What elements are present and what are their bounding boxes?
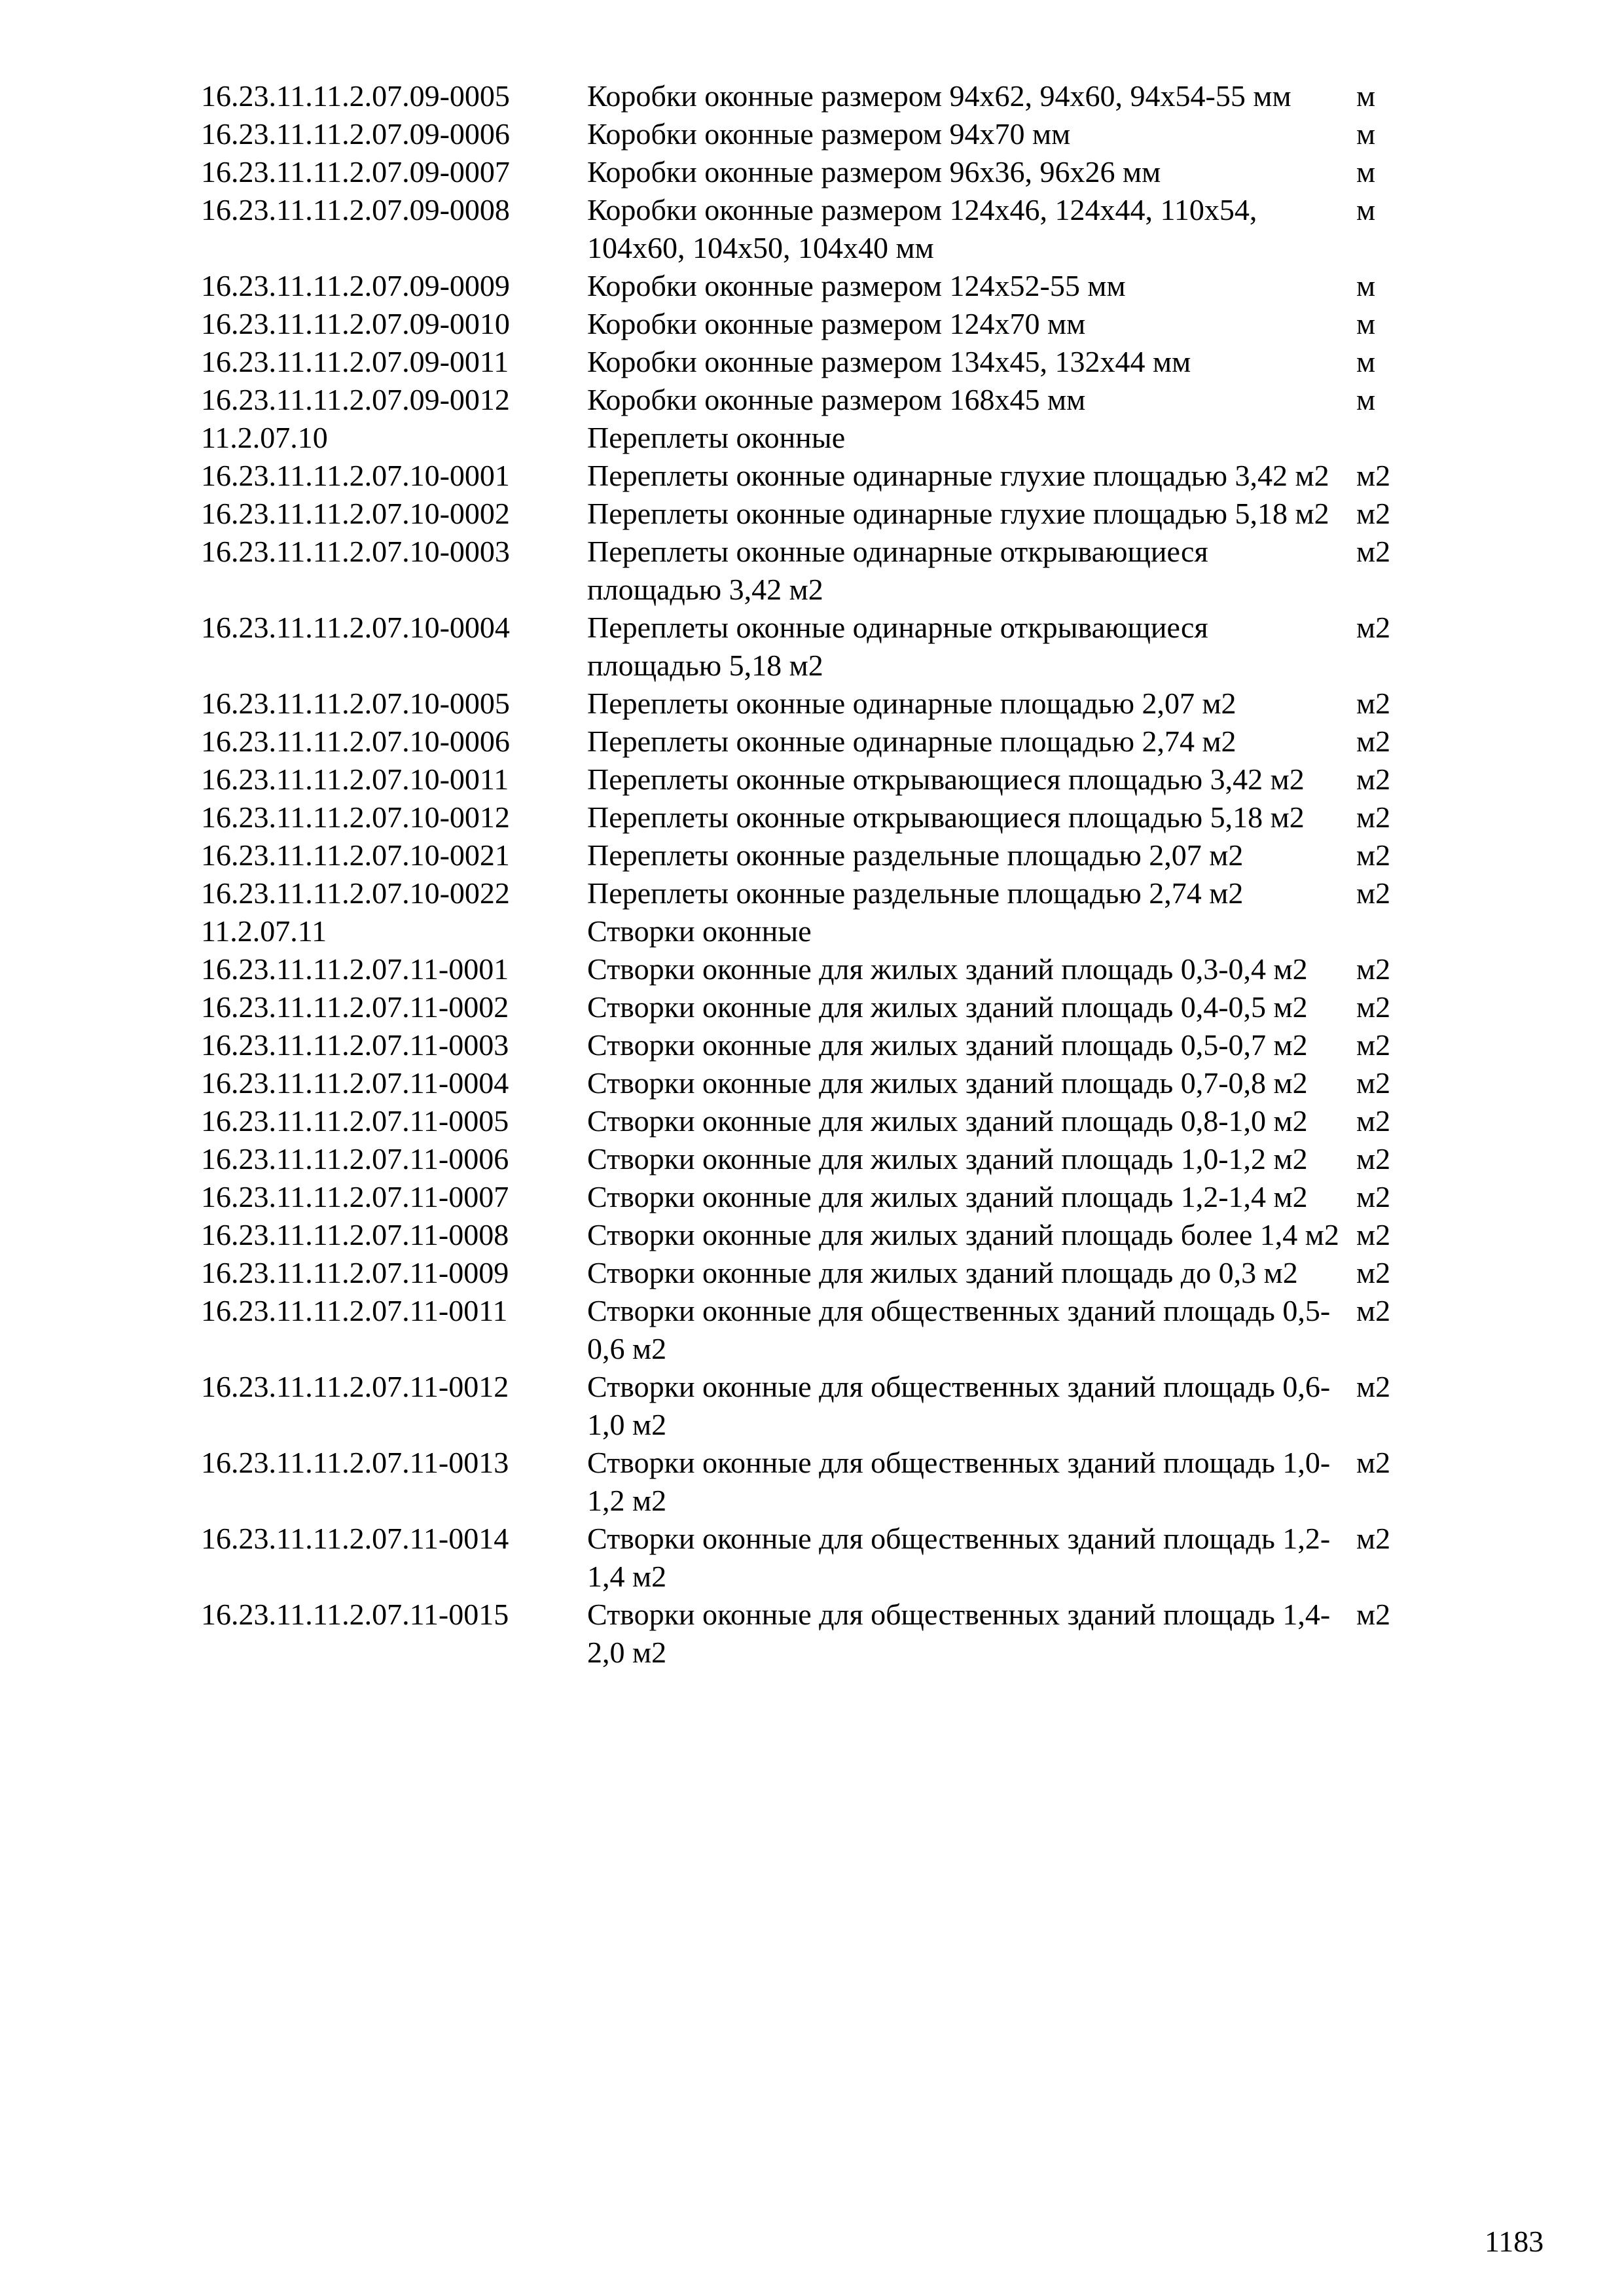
row-code: 16.23.11.11.2.07.10-0005: [201, 687, 510, 720]
table-row: [201, 988, 1445, 1026]
table-row: [201, 305, 1445, 343]
row-unit: м: [1356, 269, 1376, 302]
row-code: 16.23.11.11.2.07.11-0005: [201, 1104, 509, 1138]
table-row: [201, 457, 1445, 495]
row-name: Переплеты оконные одинарные открывающиеся площадью 5,18 м2: [587, 611, 1208, 682]
row-name: Створки оконные для жилых зданий площадь 0,8-1,0 м2: [587, 1104, 1308, 1138]
row-unit: м2: [1356, 611, 1391, 644]
row-unit: м2: [1356, 876, 1391, 910]
row-unit: м: [1356, 155, 1376, 188]
row-code: 16.23.11.11.2.07.11-0002: [201, 990, 509, 1024]
row-name: Коробки оконные размером 96х36, 96х26 мм: [587, 155, 1161, 188]
row-code: 16.23.11.11.2.07.09-0007: [201, 155, 510, 188]
row-unit: м2: [1356, 497, 1391, 530]
row-unit: м2: [1356, 1066, 1391, 1100]
row-name: Створки оконные для общественных зданий площадь 0,5-0,6 м2: [587, 1294, 1331, 1365]
table-row: [201, 419, 1445, 457]
table-row: [201, 1178, 1445, 1216]
row-code: 16.23.11.11.2.07.11-0013: [201, 1446, 509, 1479]
row-name: Створки оконные для жилых зданий площадь более 1,4 м2: [587, 1218, 1339, 1251]
row-code: 16.23.11.11.2.07.11-0006: [201, 1142, 509, 1175]
row-name: Створки оконные для жилых зданий площадь 0,3-0,4 м2: [587, 952, 1308, 986]
row-unit: м2: [1356, 1142, 1391, 1175]
table-row: [201, 343, 1445, 381]
table-row: [201, 1026, 1445, 1064]
row-name: Переплеты оконные одинарные открывающиеся площадью 3,42 м2: [587, 535, 1208, 606]
row-code: 16.23.11.11.2.07.11-0003: [201, 1028, 509, 1062]
row-name: Коробки оконные размером 124х46, 124х44, 110х54, 104х60, 104х50, 104х40 мм: [587, 193, 1257, 264]
row-name: Переплеты оконные одинарные глухие площадью 3,42 м2: [587, 459, 1329, 492]
row-code: 16.23.11.11.2.07.09-0010: [201, 307, 510, 340]
row-name: Створки оконные для общественных зданий площадь 1,4-2,0 м2: [587, 1598, 1331, 1669]
row-name: Коробки оконные размером 94х70 мм: [587, 117, 1071, 151]
row-unit: м2: [1356, 1104, 1391, 1138]
row-code: 16.23.11.11.2.07.10-0021: [201, 838, 510, 872]
row-name: Створки оконные для общественных зданий площадь 1,2-1,4 м2: [587, 1522, 1331, 1593]
table-row: [201, 761, 1445, 798]
row-unit: м2: [1356, 1522, 1391, 1555]
row-unit: м2: [1356, 459, 1391, 492]
row-code: 16.23.11.11.2.07.11-0001: [201, 952, 509, 986]
row-name: Створки оконные для жилых зданий площадь 1,2-1,4 м2: [587, 1180, 1308, 1213]
row-name: Переплеты оконные одинарные глухие площадью 5,18 м2: [587, 497, 1329, 530]
row-unit: м: [1356, 193, 1376, 226]
table-row: [201, 1064, 1445, 1102]
row-code: 16.23.11.11.2.07.09-0012: [201, 383, 510, 416]
row-unit: м2: [1356, 1028, 1391, 1062]
row-unit: м2: [1356, 800, 1391, 834]
row-code: 16.23.11.11.2.07.11-0009: [201, 1256, 509, 1289]
row-unit: м2: [1356, 1180, 1391, 1213]
table-row: [201, 1520, 1445, 1596]
row-code: 16.23.11.11.2.07.11-0004: [201, 1066, 509, 1100]
row-name: Створки оконные для жилых зданий площадь до 0,3 м2: [587, 1256, 1298, 1289]
table-row: [201, 1596, 1445, 1672]
row-code: 16.23.11.11.2.07.09-0006: [201, 117, 510, 151]
row-code: 16.23.11.11.2.07.11-0015: [201, 1598, 509, 1631]
row-unit: м: [1356, 307, 1376, 340]
row-unit: м2: [1356, 762, 1391, 796]
table-row: [201, 77, 1445, 115]
row-unit: м2: [1356, 1218, 1391, 1251]
row-code: 16.23.11.11.2.07.11-0008: [201, 1218, 509, 1251]
row-unit: м: [1356, 79, 1376, 113]
table-row: [201, 1102, 1445, 1140]
row-name: Переплеты оконные открывающиеся площадью 5,18 м2: [587, 800, 1305, 834]
row-name: Створки оконные для жилых зданий площадь 0,7-0,8 м2: [587, 1066, 1308, 1100]
row-name: Коробки оконные размером 168х45 мм: [587, 383, 1086, 416]
row-unit: м2: [1356, 990, 1391, 1024]
table-row: [201, 533, 1445, 609]
table-row: [201, 267, 1445, 305]
row-name: Створки оконные: [587, 914, 812, 948]
table-row: [201, 1216, 1445, 1254]
table-row: [201, 495, 1445, 533]
classifier-table: [201, 77, 1445, 1672]
row-unit: м2: [1356, 1294, 1391, 1327]
row-unit: м2: [1356, 1370, 1391, 1403]
row-code: 11.2.07.11: [201, 914, 327, 948]
table-row: [201, 836, 1445, 874]
row-code: 16.23.11.11.2.07.10-0001: [201, 459, 510, 492]
row-code: 16.23.11.11.2.07.10-0003: [201, 535, 510, 568]
table-row: [201, 1254, 1445, 1292]
table-row: [201, 609, 1445, 685]
row-unit: м2: [1356, 952, 1391, 986]
row-unit: м2: [1356, 1446, 1391, 1479]
row-unit: м2: [1356, 1256, 1391, 1289]
row-name: Створки оконные для общественных зданий площадь 0,6-1,0 м2: [587, 1370, 1331, 1441]
table-row: [201, 191, 1445, 267]
row-name: Створки оконные для жилых зданий площадь 0,5-0,7 м2: [587, 1028, 1308, 1062]
row-code: 16.23.11.11.2.07.10-0002: [201, 497, 510, 530]
page-number: 1183: [1485, 2225, 1544, 2258]
row-name: Коробки оконные размером 124х52-55 мм: [587, 269, 1126, 302]
table-row: [201, 1444, 1445, 1520]
row-unit: м2: [1356, 1598, 1391, 1631]
row-unit: м: [1356, 345, 1376, 378]
table-row: [201, 723, 1445, 761]
row-unit: м: [1356, 383, 1376, 416]
table-row: [201, 1292, 1445, 1368]
row-name: Коробки оконные размером 124х70 мм: [587, 307, 1086, 340]
row-name: Створки оконные для жилых зданий площадь 0,4-0,5 м2: [587, 990, 1308, 1024]
row-code: 16.23.11.11.2.07.11-0012: [201, 1370, 509, 1403]
row-code: 16.23.11.11.2.07.11-0011: [201, 1294, 508, 1327]
row-code: 16.23.11.11.2.07.10-0012: [201, 800, 510, 834]
row-code: 16.23.11.11.2.07.10-0004: [201, 611, 510, 644]
table-row: [201, 1368, 1445, 1444]
table-row: [201, 874, 1445, 912]
table-row: [201, 950, 1445, 988]
row-unit: м2: [1356, 838, 1391, 872]
row-unit: м: [1356, 117, 1376, 151]
table-row: [201, 1140, 1445, 1178]
row-name: Переплеты оконные раздельные площадью 2,74 м2: [587, 876, 1244, 910]
table-row: [201, 912, 1445, 950]
row-code: 11.2.07.10: [201, 421, 328, 454]
table-row: [201, 685, 1445, 723]
row-code: 16.23.11.11.2.07.11-0014: [201, 1522, 509, 1555]
row-name: Коробки оконные размером 94х62, 94х60, 94х54-55 мм: [587, 79, 1291, 113]
table-row: [201, 798, 1445, 836]
row-code: 16.23.11.11.2.07.09-0008: [201, 193, 510, 226]
row-name: Коробки оконные размером 134х45, 132х44 мм: [587, 345, 1191, 378]
table-row: [201, 153, 1445, 191]
row-name: Створки оконные для жилых зданий площадь 1,0-1,2 м2: [587, 1142, 1308, 1175]
row-name: Переплеты оконные: [587, 421, 846, 454]
row-code: 16.23.11.11.2.07.09-0005: [201, 79, 510, 113]
row-unit: м2: [1356, 535, 1391, 568]
row-name: Переплеты оконные одинарные площадью 2,07 м2: [587, 687, 1236, 720]
row-code: 16.23.11.11.2.07.10-0006: [201, 725, 510, 758]
table-row: [201, 381, 1445, 419]
table-row: [201, 115, 1445, 153]
row-unit: м2: [1356, 725, 1391, 758]
row-code: 16.23.11.11.2.07.10-0011: [201, 762, 509, 796]
row-unit: м2: [1356, 687, 1391, 720]
row-code: 16.23.11.11.2.07.11-0007: [201, 1180, 509, 1213]
row-name: Переплеты оконные одинарные площадью 2,74 м2: [587, 725, 1236, 758]
row-code: 16.23.11.11.2.07.09-0011: [201, 345, 509, 378]
row-code: 16.23.11.11.2.07.10-0022: [201, 876, 510, 910]
row-code: 16.23.11.11.2.07.09-0009: [201, 269, 510, 302]
row-name: Переплеты оконные раздельные площадью 2,07 м2: [587, 838, 1244, 872]
row-name: Переплеты оконные открывающиеся площадью 3,42 м2: [587, 762, 1305, 796]
row-name: Створки оконные для общественных зданий площадь 1,0-1,2 м2: [587, 1446, 1331, 1517]
